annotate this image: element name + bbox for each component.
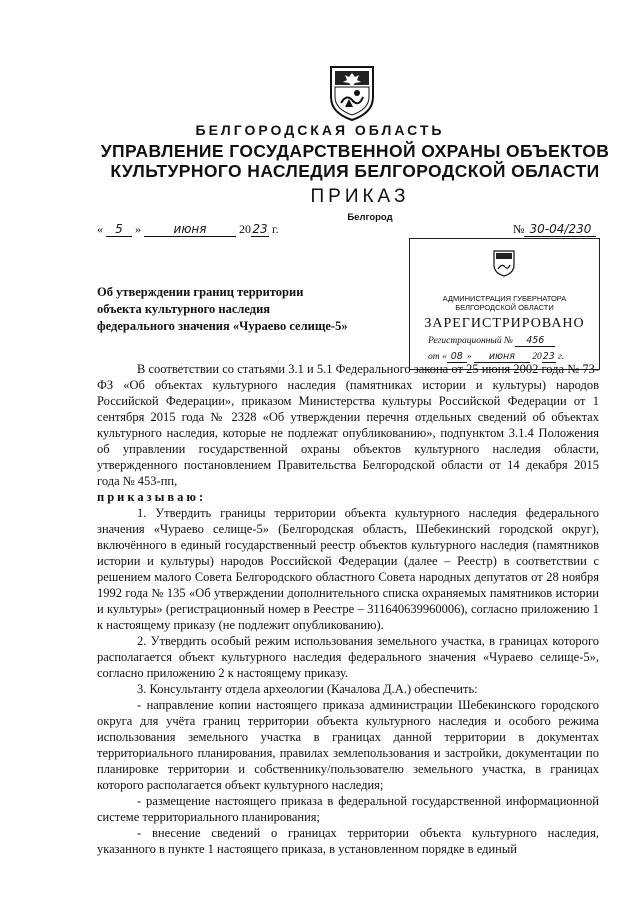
stamp-admin-line1: АДМИНИСТРАЦИЯ ГУБЕРНАТОРА [442, 294, 567, 303]
department-name-line2: КУЛЬТУРНОГО НАСЛЕДИЯ БЕЛГОРОДСКОЙ ОБЛАСТИ [110, 161, 600, 181]
paragraph-item-3-sub2: - размещение настоящего приказа в федеральной государственной информационной системе территориального планирования; [97, 794, 599, 824]
stamp-emblem-icon [492, 249, 516, 277]
paragraph-item-2: 2. Утвердить особый режим использования земельного участка, в границах которого располагается объект культурного наследия федерального значения «Чураево селище-5», согласно приложению 2 к настоящему приказу. [97, 634, 599, 680]
paragraph-item-1: 1. Утвердить границы территории объекта культурного наследия федерального значения «Чураево селище-5» (Белгородская область, Шебекинский городской округ), включённого в единый государственный реестр объектов культурного наследия (памятников истории и культуры) народов Российской Федерации (далее – Реестр) в соответствии с решением малого Совета Белгородского областного Совета народных депутатов от 28 ноября 1992 года № 135 «Об утверждении дополнительного списка охраняемых памятников истории и культуры» (регистрационный номер в Реестре – 311640639960006), согласно приложению 1 к настоящему приказу (не подлежит опубликованию). [97, 506, 599, 632]
document-type-title: ПРИКАЗ [310, 186, 410, 207]
department-name-line1: УПРАВЛЕНИЕ ГОСУДАРСТВЕННОЙ ОХРАНЫ ОБЪЕКТОВ [100, 141, 610, 161]
order-number [513, 222, 596, 237]
stamp-date-prefix: от « [428, 352, 447, 362]
stamp-registered-label: ЗАРЕГИСТРИРОВАНО [424, 316, 585, 331]
date-year-suffix: 23 [252, 222, 268, 236]
stamp-date-month: июня [474, 351, 530, 363]
order-date [97, 222, 279, 237]
date-day: 5 [106, 222, 132, 237]
stamp-date-year-prefix: 20 [532, 352, 542, 362]
stamp-administration [410, 294, 599, 312]
subject-line2: объекта культурного наследия [97, 302, 271, 316]
stamp-admin-line2: БЕЛГОРОДСКОЙ ОБЛАСТИ [455, 303, 554, 312]
subject-line3: федерального значения «Чураево селище-5» [97, 319, 348, 333]
paragraph-order-word [97, 489, 599, 505]
date-year-prefix: 20 [239, 222, 251, 236]
stamp-date-year: 23 [542, 351, 555, 362]
order-number-value: 30-04/230 [524, 222, 596, 237]
paragraph-item-3-sub3: - внесение сведений о границах территории объекта культурного наследия, указанного в пункте 1 настоящего приказа, в установленном порядке в единый [97, 826, 599, 856]
number-sign: № [513, 222, 525, 236]
paragraph-item-3-sub1: - направление копии настоящего приказа администрации Шебекинского городского округа для учёта границ территории объекта культурного наследия и особого режима использования земельного участка в границах данной территории в документах территориального планирования, правилах землепользования и застройки, документации по планировке территории и собственнику/пользователю земельного участка, в границах которого располагается объект культурного наследия; [97, 698, 599, 792]
stamp-registration-number [428, 335, 555, 347]
paragraph-item-3: 3. Консультанту отдела археологии (Качалова Д.А.) обеспечить: [137, 682, 478, 696]
region-title: БЕЛГОРОДСКАЯ ОБЛАСТЬ [195, 122, 445, 138]
coat-of-arms-emblem [327, 63, 377, 123]
date-month: июня [144, 222, 236, 237]
order-subject [97, 284, 348, 335]
stamp-date-unit: г. [558, 352, 565, 362]
date-quote-open: « [97, 222, 103, 236]
paragraph-preamble: В соответствии со статьями 3.1 и 5.1 Федерального закона от 25 июня 2002 года № 73-ФЗ «Об объектах культурного наследия (памятниках истории и культуры) народов Российской Федерации», приказом Министерства культуры Российской Федерации от 1 сентября 2015 года № 2328 «Об утверждении перечня отдельных сведений об объектах культурного наследия, которые не подлежат опубликованию», подпунктом 3.1.4 Положения об управлении государственной охраны объектов культурного наследия области, утвержденного постановлением Правительства Белгородской области от 14 декабря 2015 года № 453-пп, [97, 362, 599, 488]
order-body [97, 361, 599, 857]
order-word: приказываю: [97, 490, 207, 504]
date-year-unit: г. [272, 222, 279, 236]
stamp-date-quote: » [466, 352, 472, 362]
city-name: Белгород [347, 212, 393, 223]
stamp-regno-value: 456 [515, 335, 555, 347]
stamp-regno-label: Регистрационный № [428, 336, 513, 346]
subject-line1: Об утверждении границ территории [97, 285, 304, 299]
date-quote-close: » [135, 222, 141, 236]
registration-stamp [409, 238, 600, 370]
department-name [0, 141, 640, 181]
stamp-date-day: 08 [447, 351, 467, 363]
